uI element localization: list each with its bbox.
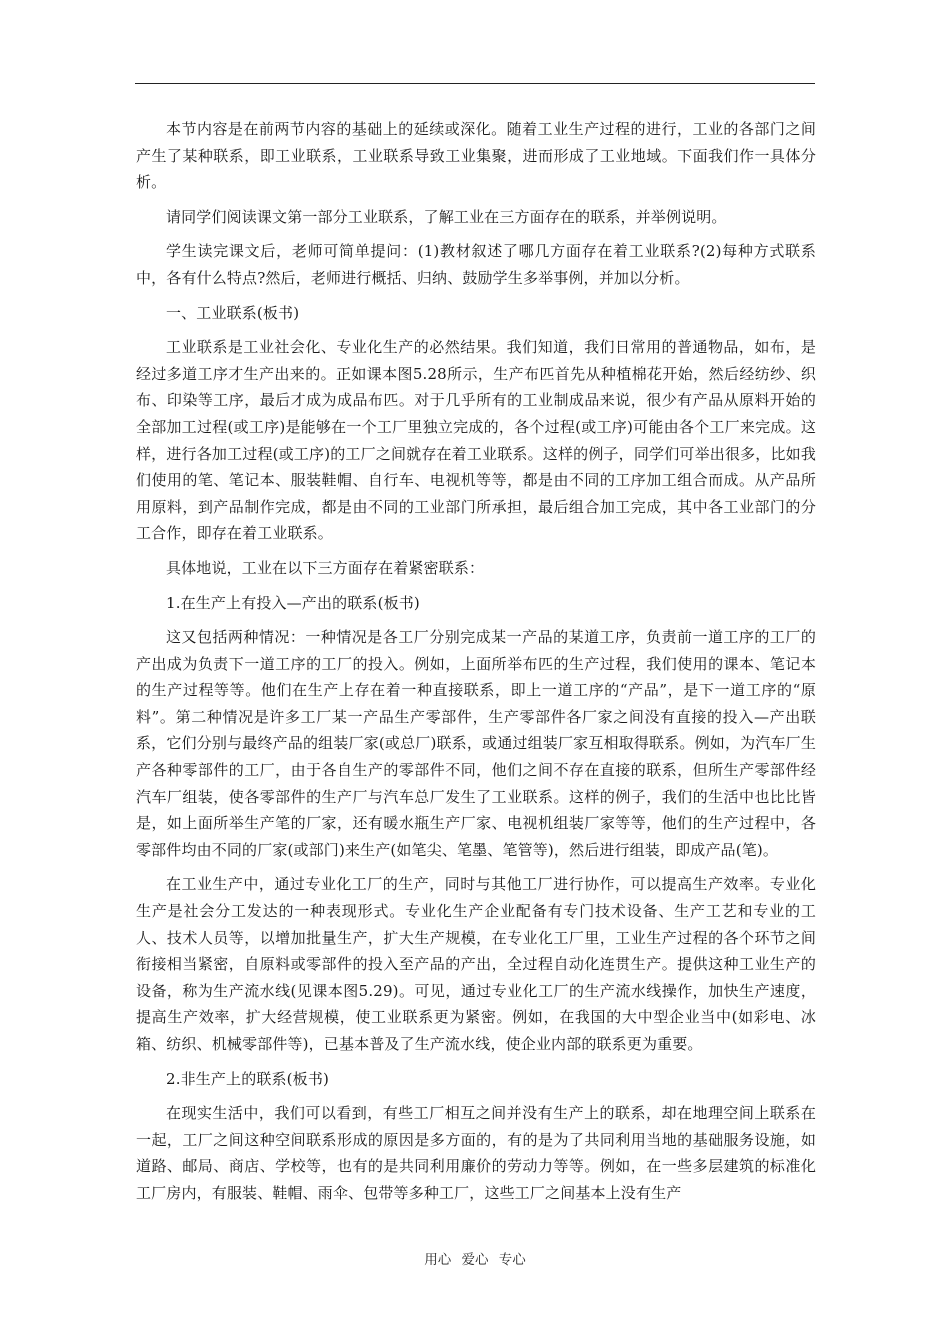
page-footer: 用心 爱心 专心	[424, 1252, 526, 1268]
subheading-non-production: 2.非生产上的联系(板书)	[166, 1069, 329, 1088]
section-heading-industrial-linkage: 一、工业联系(板书)	[166, 303, 300, 322]
subheading-input-output: 1.在生产上有投入—产出的联系(板书)	[166, 593, 420, 612]
document-body	[136, 116, 816, 1215]
three-aspects-paragraph: 具体地说，工业在以下三方面存在着紧密联系：	[166, 558, 485, 577]
reading-instruction: 请同学们阅读课文第一部分工业联系，了解工业在三方面存在的联系，并举例说明。	[166, 207, 727, 226]
industrial-linkage-paragraph: 工业联系是工业社会化、专业化生产的必然结果。我们知道，我们日常用的普通物品，如布，是经过多道工序才生产出来的。正如课本图5.28所示，生产布匹首先从种植棉花开始，然后经纺纱、织布、印染等工序，最后才成为成品布匹。对于几乎所有的工业制成品来说，很少有产品从原料开始的全部加工过程(或工序)是能够在一个工厂里独立完成的，各个过程(或工序)可能由各个工厂来完成。这样，进行各加工过程(或工序)的工厂之间就存在着工业联系。这样的例子，同学们可举出很多，比如我们使用的笔、笔记本、服装鞋帽、自行车、电视机等等，都是由不同的工序加工组合而成。从产品所用原料，到产品制作完成，都是由不同的工业部门所承担，最后组合加工完成，其中各工业部门的分工合作，即存在着工业联系。	[136, 338, 816, 543]
teacher-questions: 学生读完课文后，老师可简单提问：(1)教材叙述了哪几方面存在着工业联系?(2)每种方式联系中，各有什么特点?然后，老师进行概括、归纳、鼓励学生多举事例，并加以分析。	[136, 242, 816, 287]
input-output-paragraph: 这又包括两种情况：一种情况是各工厂分别完成某一产品的某道工序，负责前一道工序的工厂的产出成为负责下一道工序的工厂的投入。例如，上面所举布匹的生产过程，我们使用的课本、笔记本的生产过程等等。他们在生产上存在着一种直接联系，即上一道工序的“产品”，是下一道工序的“原料”。第二种情况是许多工厂某一产品生产零部件，生产零部件各厂家之间没有直接的投入—产出联系，它们分别与最终产品的组装厂家(或总厂)联系，或通过组装厂家互相取得联系。例如，为汽车厂生产各种零部件的工厂，由于各自生产的零部件不同，他们之间不存在直接的联系，但所生产零部件经汽车厂组装，使各零部件的生产厂与汽车总厂发生了工业联系。这样的例子，我们的生活中也比比皆是，如上面所举生产笔的厂家，还有暖水瓶生产厂家、电视机组装厂家等等，他们的生产过程中，各零部件均由不同的厂家(或部门)来生产(如笔尖、笔墨、笔管等)，然后进行组装，即成产品(笔)。	[136, 628, 816, 859]
specialization-paragraph: 在工业生产中，通过专业化工厂的生产，同时与其他工厂进行协作，可以提高生产效率。专业化生产是社会分工发达的一种表现形式。专业化生产企业配备有专门技术设备、生产工艺和专业的工人、技术人员等，以增加批量生产，扩大生产规模，在专业化工厂里，工业生产过程的各个环节之间衔接相当紧密，自原料或零部件的投入至产品的产出，全过程自动化连贯生产。提供这种工业生产的设备，称为生产流水线(见课本图5.29)。可见，通过专业化工厂的生产流水线操作，加快生产速度，提高生产效率，扩大经营规模，使工业联系更为紧密。例如，在我国的大中型企业当中(如彩电、冰箱、纺织、机械零部件等)，已基本普及了生产流水线，使企业内部的联系更为重要。	[136, 875, 816, 1053]
intro-paragraph: 本节内容是在前两节内容的基础上的延续或深化。随着工业生产过程的进行，工业的各部门之间产生了某种联系，即工业联系，工业联系导致工业集聚，进而形成了工业地域。下面我们作一具体分析。	[136, 120, 816, 192]
non-production-paragraph: 在现实生活中，我们可以看到，有些工厂相互之间并没有生产上的联系，却在地理空间上联系在一起，工厂之间这种空间联系形成的原因是多方面的，有的是为了共同利用当地的基础服务设施，如道路、邮局、商店、学校等，也有的是共同利用廉价的劳动力等等。例如，在一些多层建筑的标准化工厂房内，有服装、鞋帽、雨伞、包带等多种工厂，这些工厂之间基本上没有生产	[136, 1104, 816, 1202]
header-rule	[135, 83, 815, 84]
